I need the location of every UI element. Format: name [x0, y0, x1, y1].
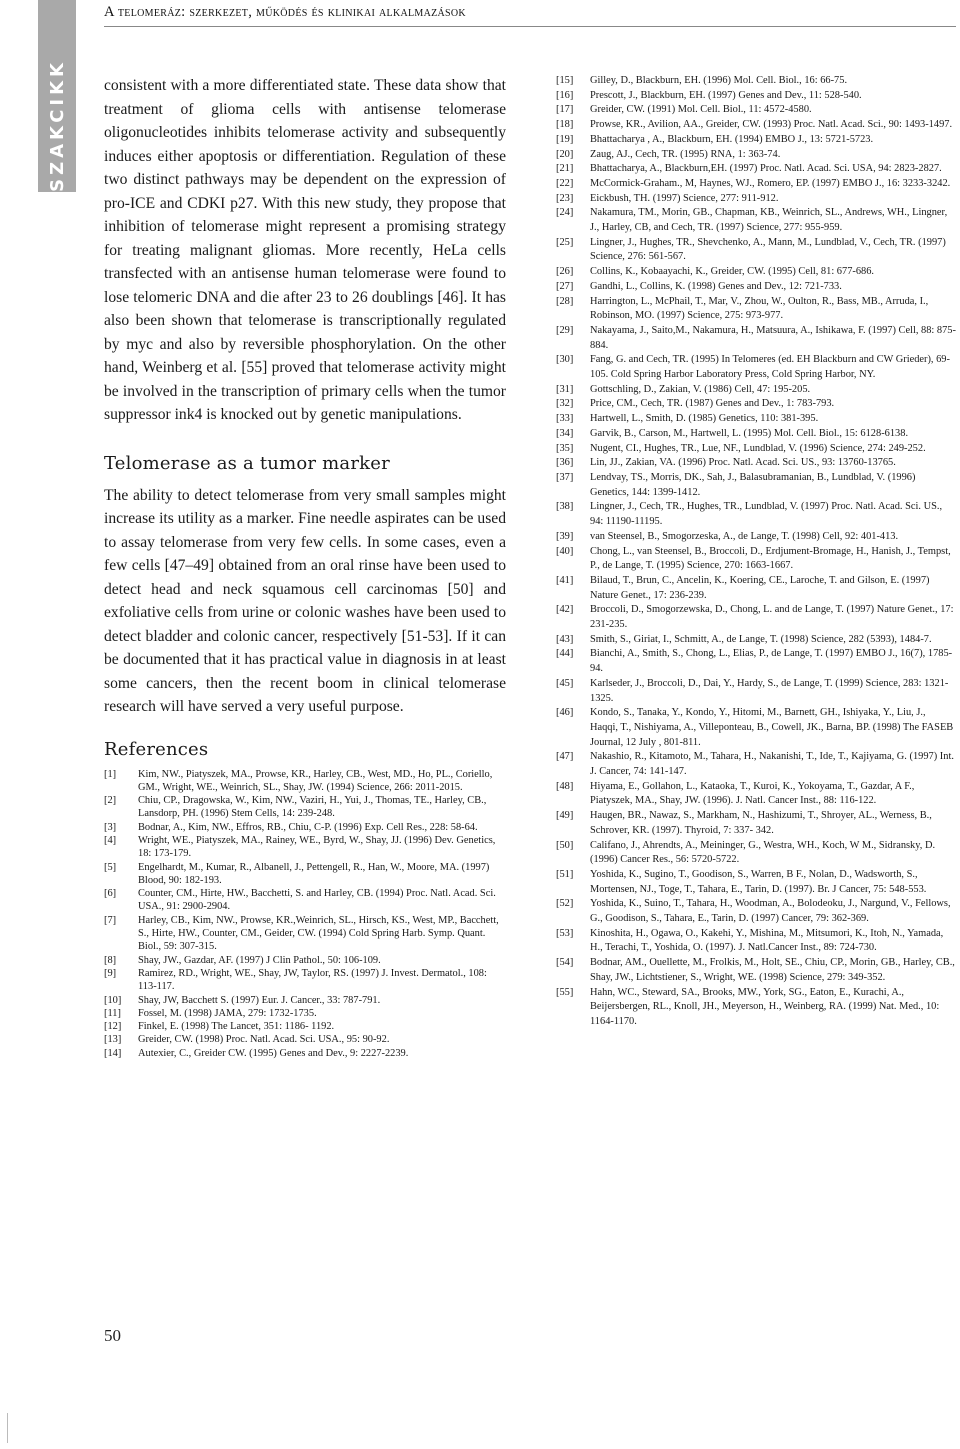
- left-column: [104, 74, 506, 1060]
- reference-text: Greider, CW. (1991) Mol. Cell. Biol., 11: 4572-4580.: [590, 104, 812, 116]
- reference-number: [4]: [104, 834, 117, 846]
- reference-item: [104, 768, 506, 795]
- reference-text: Chong, L., van Steensel, B., Broccoli, D., Erdjument-Bromage, H., Hanish, J., Tempst, P., de Lange, T. (1995) Science, 270: 1663-1667.: [590, 545, 951, 572]
- reference-number: [48]: [556, 780, 574, 792]
- reference-text: Bhattacharya, A., Blackburn,EH. (1997) Proc. Natl. Acad. Sci. USA, 94: 2823-2827.: [590, 163, 942, 175]
- reference-text: Nakamura, TM., Morin, GB., Chapman, KB., Weinrich, SL., Andrews, WH., Lingner, J., Harley, CB, and Cech, TR. (1997) Science, 277: 955-959.: [590, 207, 948, 234]
- reference-text: Prowse, KR., Avilion, AA., Greider, CW. (1993) Proc. Natl. Acad. Sci., 90: 1493-1497.: [590, 119, 953, 131]
- reference-number: [28]: [556, 295, 574, 307]
- reference-text: Greider, CW. (1998) Proc. Natl. Acad. Sci. USA., 95: 90-92.: [138, 1034, 390, 1046]
- body-paragraph-1: consistent with a more differentiated state. These data show that treatment of glioma cells with antisense telomerase oligonucleotides inhibits telomerase activity and subsequently induces either apoptosis or differentiation. Regulation of these two distinct pathways may be dependent on the expression of pro-ICE and CDKI p27. With this new study, they propose that inhibition of telomerase might represent a promising strategy for treating malignant gliomas. More recently, HeLa cells transfected with an antisense human telomerase were found to lose telomeric DNA and die after 23 to 26 doublings [46]. It has also been shown that telomerase is transcriptionally regulated by myc and also by reversible phosphorylation. On the other hand, Weinberg et al. [55] proved that telomerase activity might be involved in the transcription of primary cells when the tumor suppressor ink4 is knocked out by genetic manipulations.: [104, 77, 506, 423]
- reference-list-right: [556, 74, 956, 1030]
- reference-item: [104, 994, 506, 1007]
- margin-mark: [7, 1413, 8, 1443]
- reference-item: [556, 677, 956, 706]
- reference-item: [556, 633, 956, 648]
- reference-number: [36]: [556, 457, 574, 469]
- reference-item: [556, 280, 956, 295]
- reference-item: [556, 265, 956, 280]
- reference-number: [23]: [556, 192, 574, 204]
- reference-number: [13]: [104, 1034, 122, 1046]
- reference-number: [49]: [556, 810, 574, 822]
- reference-text: Prescott, J., Blackburn, EH. (1997) Genes and Dev., 11: 528-540.: [590, 89, 862, 101]
- reference-item: [556, 397, 956, 412]
- reference-text: Bilaud, T., Brun, C., Ancelin, K., Koering, CE., Laroche, T. and Gilson, E. (1997) Nature Genet., 17: 236-239.: [590, 574, 930, 601]
- reference-number: [14]: [104, 1047, 122, 1059]
- reference-item: [556, 295, 956, 324]
- reference-number: [17]: [556, 104, 574, 116]
- reference-item: [104, 1007, 506, 1020]
- reference-text: Haugen, BR., Nawaz, S., Markham, N., Hashizumi, T., Shroyer, AL., Werness, B., Schrover, KR. (1997). Thyroid, 7: 337- 342.: [590, 810, 932, 836]
- reference-number: [9]: [104, 967, 117, 979]
- reference-item: [556, 353, 956, 382]
- reference-item: [556, 442, 956, 457]
- reference-number: [33]: [556, 413, 574, 425]
- reference-number: [2]: [104, 795, 117, 807]
- reference-number: [29]: [556, 324, 574, 336]
- reference-item: [104, 861, 506, 888]
- reference-text: Wright, WE., Piatyszek, MA., Rainey, WE., Byrd, W., Shay, JJ. (1996) Dev. Genetics, 18: 173-179.: [138, 834, 496, 860]
- reference-text: Lingner, J., Hughes, TR., Shevchenko, A., Mann, M., Lundblad, V., Cech, TR. (1997) Science, 276: 561-567.: [590, 236, 946, 263]
- reference-item: [556, 500, 956, 529]
- reference-text: Yoshida, K., Suino, T., Tahara, H., Woodman, A., Bolodeoku, J., Nargund, V., Fellows, G., Goodison, S., Tahara, E., Tarin, D. (1997) Cancer, 79: 362-369.: [590, 898, 951, 925]
- reference-text: van Steensel, B., Smogorzeska, A., de Lange, T. (1998) Cell, 92: 401-413.: [590, 530, 899, 542]
- reference-item: [104, 954, 506, 967]
- reference-number: [12]: [104, 1021, 122, 1033]
- reference-number: [5]: [104, 861, 117, 873]
- reference-number: [39]: [556, 530, 574, 542]
- reference-text: Bodnar, AM., Ouellette, M., Frolkis, M., Holt, SE., Chiu, CP., Morin, GB., Harley, CB., Shay, JW., Lichtstiener, S., Wright, WE. (1998) Science, 279: 349-352.: [590, 957, 955, 983]
- reference-number: [38]: [556, 501, 574, 513]
- header-rule: [104, 26, 956, 27]
- reference-number: [40]: [556, 545, 574, 557]
- reference-item: [556, 839, 956, 868]
- reference-item: [556, 324, 956, 353]
- reference-text: Fang, G. and Cech, TR. (1995) In Telomeres (ed. EH Blackburn and CW Grieder), 69-105. Cold Spring Harbor Laboratory Press, Cold Spring Harbor, NY.: [590, 354, 950, 381]
- running-head: A telomeráz: szerkezet, működés és klinikai alkalmazások: [104, 4, 466, 20]
- reference-number: [50]: [556, 839, 574, 851]
- reference-item: [556, 647, 956, 676]
- reference-number: [18]: [556, 119, 574, 131]
- reference-text: Gottschling, D., Zakian, V. (1986) Cell, 47: 195-205.: [590, 383, 811, 395]
- reference-text: Hartwell, L., Smith, D. (1985) Genetics, 110: 381-395.: [590, 413, 819, 425]
- reference-item: [556, 750, 956, 779]
- reference-number: [53]: [556, 927, 574, 939]
- reference-text: Eickbush, TH. (1997) Science, 277: 911-912.: [590, 192, 779, 204]
- reference-item: [104, 821, 506, 834]
- reference-text: Kim, NW., Piatyszek, MA., Prowse, KR., Harley, CB., West, MD., Ho, PL., Coriello, GM., Wright, WE., Weinrich, SL., Shay, JW. (1994) Science, 266: 2011-2015.: [138, 768, 493, 793]
- reference-text: Finkel, E. (1998) The Lancet, 351: 1186- 1192.: [138, 1021, 335, 1033]
- reference-number: [32]: [556, 398, 574, 410]
- reference-text: Chiu, CP., Dragowska, W., Kim, NW., Vaziri, H., Yui, J., Thomas, TE., Harley, CB., Lansdorp, PH. (1996) Stem Cells, 14: 239-248.: [138, 795, 487, 820]
- reference-number: [1]: [104, 768, 117, 780]
- reference-number: [45]: [556, 677, 574, 689]
- reference-number: [19]: [556, 133, 574, 145]
- reference-text: Zaug, AJ., Cech, TR. (1995) RNA, 1: 363-74.: [590, 148, 781, 160]
- reference-text: Harrington, L., McPhail, T., Mar, V., Zhou, W., Oulton, R., Bass, MB., Arruda, I., Robinson, MO. (1997) Science, 275: 973-977.: [590, 295, 929, 322]
- reference-number: [43]: [556, 633, 574, 645]
- reference-item: [556, 956, 956, 985]
- reference-item: [104, 794, 506, 821]
- reference-number: [15]: [556, 75, 574, 86]
- reference-text: Bhattacharya , A., Blackburn, EH. (1994) EMBO J., 13: 5721-5723.: [590, 133, 874, 145]
- section-title: Telomerase as a tumor marker: [104, 452, 390, 474]
- reference-number: [55]: [556, 986, 574, 998]
- reference-text: Kondo, S., Tanaka, Y., Kondo, Y., Hitomi, M., Barnett, GH., Ishiyaka, Y., Liu, J., Haqqi, T., Nishiyama, A., Villeponteau, B., Cowell, JK., Barna, BP. (1998) The FASEB Journal, 12 July , 801-811.: [590, 707, 954, 748]
- reference-number: [10]: [104, 994, 122, 1006]
- reference-text: Gilley, D., Blackburn, EH. (1996) Mol. Cell. Biol., 16: 66-75.: [590, 75, 848, 86]
- reference-item: [556, 236, 956, 265]
- reference-text: Nakayama, J., Saito,M., Nakamura, H., Matsuura, A., Ishikawa, F. (1997) Cell, 88: 875-884.: [590, 324, 956, 351]
- reference-text: Price, CM., Cech, TR. (1987) Genes and Dev., 1: 783-793.: [590, 398, 835, 410]
- reference-item: [104, 967, 506, 994]
- reference-item: [556, 530, 956, 545]
- reference-number: [54]: [556, 957, 574, 969]
- reference-text: Counter, CM., Hirte, HW., Bacchetti, S. and Harley, CB. (1994) Proc. Natl. Acad. Sci. USA., 91: 2900-2904.: [138, 888, 496, 913]
- reference-item: [556, 809, 956, 838]
- reference-number: [3]: [104, 821, 117, 833]
- reference-item: [556, 148, 956, 163]
- reference-number: [20]: [556, 148, 574, 160]
- reference-text: Garvik, B., Carson, M., Hartwell, L. (1995) Mol. Cell. Biol., 15: 6128-6138.: [590, 427, 909, 439]
- section-tab-label: SZAKCIKK: [46, 59, 68, 192]
- reference-item: [104, 914, 506, 954]
- reference-item: [556, 780, 956, 809]
- reference-item: [556, 427, 956, 442]
- reference-text: Lingner, J., Cech, TR., Hughes, TR., Lundblad, V. (1997) Proc. Natl. Acad. Sci. US., 94: 11190-11195.: [590, 501, 943, 528]
- reference-number: [30]: [556, 354, 574, 366]
- right-column: [556, 74, 956, 1030]
- reference-number: [44]: [556, 648, 574, 660]
- reference-item: [556, 177, 956, 192]
- reference-item: [556, 133, 956, 148]
- reference-item: [556, 412, 956, 427]
- reference-list-left: [104, 768, 506, 1061]
- reference-number: [25]: [556, 236, 574, 248]
- reference-text: Smith, S., Giriat, I., Schmitt, A., de Lange, T. (1998) Science, 282 (5393), 1484-7.: [590, 633, 932, 645]
- page-number: 50: [104, 1326, 121, 1345]
- reference-item: [556, 206, 956, 235]
- reference-number: [6]: [104, 888, 117, 900]
- reference-text: Engelhardt, M., Kumar, R., Albanell, J., Pettengell, R., Han, W., Moore, MA. (1997) Blood, 90: 182-193.: [138, 861, 490, 886]
- reference-text: Hahn, WC., Steward, SA., Brooks, MW., York, SG., Eaton, E., Kurachi, A., Beijersbergen, RL., Knoll, JH., Meyerson, H., Weinberg, RA. (1999) Nat. Med., 10: 1164-1170.: [590, 986, 940, 1027]
- reference-number: [51]: [556, 868, 574, 880]
- reference-text: Bianchi, A., Smith, S., Chong, L., Elias, P., de Lange, T. (1997) EMBO J., 16(7), 1785-94.: [590, 648, 953, 675]
- reference-item: [104, 1033, 506, 1046]
- reference-number: [41]: [556, 574, 574, 586]
- reference-number: [52]: [556, 898, 574, 910]
- reference-number: [42]: [556, 604, 574, 616]
- reference-text: Gandhi, L., Collins, K. (1998) Genes and Dev., 12: 721-733.: [590, 280, 842, 292]
- reference-number: [27]: [556, 280, 574, 292]
- reference-text: Yoshida, K., Sugino, T., Goodison, S., Warren, B F., Nolan, D., Wadsworth, S., Mortensen, NJ., Toge, T., Tahara, E., Tarin, D. (1997). Br. J Cancer, 75: 548-553.: [590, 868, 927, 895]
- reference-number: [26]: [556, 266, 574, 278]
- reference-item: [556, 927, 956, 956]
- reference-item: [556, 471, 956, 500]
- reference-item: [556, 74, 956, 89]
- reference-item: [556, 603, 956, 632]
- reference-item: [556, 706, 956, 750]
- references-title: References: [104, 738, 209, 760]
- reference-number: [31]: [556, 383, 574, 395]
- reference-item: [556, 383, 956, 398]
- reference-number: [37]: [556, 471, 574, 483]
- reference-item: [556, 103, 956, 118]
- reference-item: [556, 118, 956, 133]
- reference-number: [7]: [104, 914, 117, 926]
- reference-text: Fossel, M. (1998) JAMA, 279: 1732-1735.: [138, 1007, 317, 1019]
- reference-number: [46]: [556, 707, 574, 719]
- reference-number: [11]: [104, 1007, 121, 1019]
- reference-text: Lendvay, TS., Morris, DK., Sah, J., Balasubramanian, B., Lundblad, V. (1996) Genetics, 144: 1399-1412.: [590, 471, 916, 498]
- reference-number: [16]: [556, 89, 574, 101]
- reference-text: Bodnar, A., Kim, NW., Effros, RB., Chiu, C-P. (1996) Exp. Cell Res., 228: 58-64.: [138, 821, 478, 833]
- section-tab: [38, 0, 76, 192]
- reference-text: Karlseder, J., Broccoli, D., Dai, Y., Hardy, S., de Lange, T. (1999) Science, 283: 1321-1325.: [590, 677, 949, 704]
- reference-item: [104, 887, 506, 914]
- reference-text: Califano, J., Ahrendts, A., Meininger, G., Westra, WH., Koch, W M., Sidransky, D. (1996) Cancer Res., 56: 5720-5722.: [590, 839, 936, 866]
- reference-number: [34]: [556, 427, 574, 439]
- reference-text: Lin, JJ., Zakian, VA. (1996) Proc. Natl. Acad. Sci. US., 93: 13760-13765.: [590, 457, 896, 469]
- reference-item: [556, 897, 956, 926]
- reference-text: Broccoli, D., Smogorzewska, D., Chong, L. and de Lange, T. (1997) Nature Genet., 17: 231-235.: [590, 604, 954, 631]
- reference-item: [556, 192, 956, 207]
- reference-text: Nugent, CI., Hughes, TR., Lue, NF., Lundblad, V. (1996) Science, 274: 249-252.: [590, 442, 926, 454]
- reference-item: [104, 834, 506, 861]
- reference-number: [21]: [556, 163, 574, 175]
- reference-text: Nakashio, R., Kitamoto, M., Tahara, H., Nakanishi, T., Ide, T., Kajiyama, G. (1997) Int. J. Cancer, 74: 141-147.: [590, 751, 954, 778]
- reference-text: Ramirez, RD., Wright, WE., Shay, JW, Taylor, RS. (1997) J. Invest. Dermatol., 108: 113-117.: [138, 967, 487, 993]
- reference-item: [556, 574, 956, 603]
- reference-text: Harley, CB., Kim, NW., Prowse, KR.,Weinrich, SL., Hirsch, KS., West, MP., Bacchett, S., Hirte, HW., Counter, CM., Geider, CW. (1994) Cold Spring Harb. Symp. Quant. Biol., 59: 307-315.: [138, 914, 499, 953]
- reference-number: [24]: [556, 207, 574, 219]
- reference-text: Autexier, C., Greider CW. (1995) Genes and Dev., 9: 2227-2239.: [138, 1047, 409, 1059]
- reference-text: Collins, K., Kobaayachi, K., Greider, CW. (1995) Cell, 81: 677-686.: [590, 266, 875, 278]
- reference-item: [556, 162, 956, 177]
- reference-number: [22]: [556, 177, 574, 189]
- reference-item: [104, 1020, 506, 1033]
- reference-number: [47]: [556, 751, 574, 763]
- reference-text: Shay, JW, Bacchett S. (1997) Eur. J. Cancer., 33: 787-791.: [138, 994, 381, 1006]
- reference-text: McCormick-Graham., M, Haynes, WJ., Romero, EP. (1997) EMBO J., 16: 3233-3242.: [590, 177, 951, 189]
- body-paragraph-2: The ability to detect telomerase from very small samples might increase its utility as a marker. Fine needle aspirates can be used to assay telomerase from very few cells. In some cases, even a few cells [47–49] obtained from an oral rinse have been used to detect head and neck squamous cell carcinomas [50] and exfoliative cells from urine or colonic washes have been used to detect bladder and colonic cancer, respectively [51-53]. If it can be documented that it has practical value in diagnosis in at least some cancers, then the recent boom in clinical telomerase research will have served a very useful purpose.: [104, 486, 506, 715]
- reference-item: [556, 986, 956, 1030]
- reference-text: Kinoshita, H., Ogawa, O., Kakehi, Y., Mishina, M., Mitsumori, K., Itoh, N., Yamada, H., Terachi, T., Yoshida, O. (1997). J. Natl.Cancer Inst., 89: 724-730.: [590, 927, 944, 954]
- reference-item: [556, 456, 956, 471]
- reference-number: [8]: [104, 954, 117, 966]
- reference-text: Hiyama, E., Gollahon, L., Kataoka, T., Kuroi, K., Yokoyama, T., Gazdar, A F., Piatyszek, MA., Shay, JW. (1996). J. Natl. Cancer Inst., 88: 116-122.: [590, 780, 915, 807]
- reference-text: Shay, JW., Gazdar, AF. (1997) J Clin Pathol., 50: 106-109.: [138, 954, 381, 966]
- reference-item: [556, 545, 956, 574]
- reference-item: [104, 1047, 506, 1060]
- reference-item: [556, 868, 956, 897]
- reference-item: [556, 89, 956, 104]
- reference-number: [35]: [556, 442, 574, 454]
